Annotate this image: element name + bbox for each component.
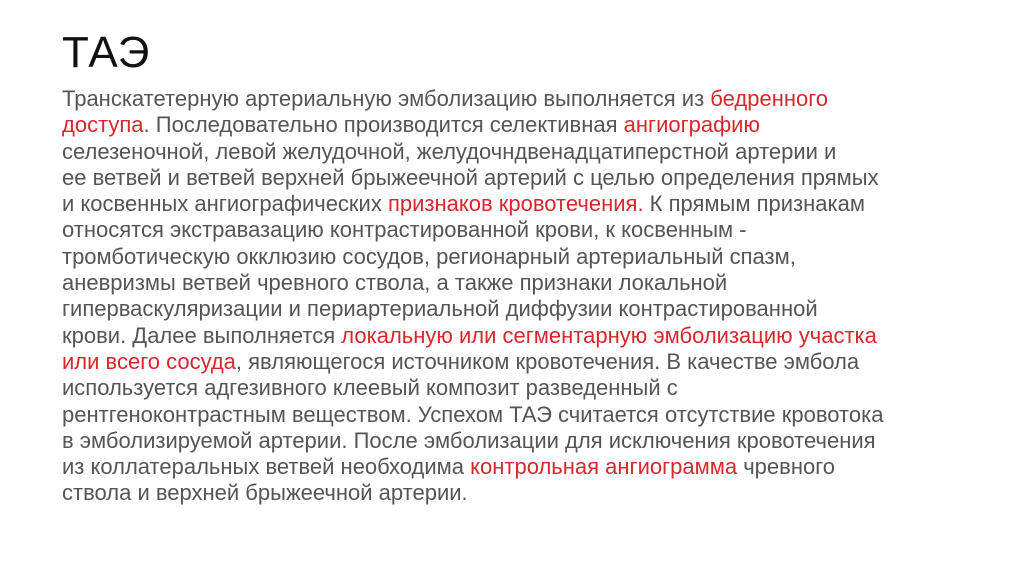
- body-line: [62, 480, 942, 506]
- body-text-segment: чревного: [737, 454, 835, 480]
- body-line: [62, 86, 942, 112]
- body-line: [62, 454, 942, 480]
- highlighted-text: контрольная ангиограмма: [470, 454, 738, 480]
- highlighted-text: бедренного: [710, 86, 829, 111]
- body-line: [62, 270, 942, 296]
- body-text-segment: в эмболизируемой артерии. После эмболизации для исключения кровотечения: [62, 427, 876, 453]
- body-line: [62, 402, 942, 428]
- body-text-segment: гиперваскуляризации и периартериальной диффузии контрастированной: [62, 296, 818, 322]
- body-line: [62, 375, 942, 401]
- body-text-segment: селезеночной, левой желудочной, желудочндвенадцатиперстной артерии и: [62, 138, 837, 164]
- highlighted-text: доступа: [62, 112, 144, 138]
- highlighted-text: признаков кровотечения.: [387, 191, 644, 217]
- body-line: [62, 296, 942, 322]
- body-line: [62, 244, 942, 270]
- body-text-segment: ее ветвей и ветвей верхней брыжеечной артерий с целью определения прямых: [62, 164, 879, 190]
- body-line: [62, 217, 942, 243]
- body-text-segment: относятся экстравазацию контрастированной крови, к косвенным -: [62, 217, 747, 243]
- body-text-segment: аневризмы ветвей чревного ствола, а также признаки локальной: [62, 270, 728, 296]
- body-text-segment: рентгеноконтрастным веществом. Успехом ТАЭ считается отсутствие кровотока: [62, 401, 884, 427]
- body-text-segment: из коллатеральных ветвей необходима: [62, 454, 471, 480]
- body-line: [62, 139, 942, 165]
- body-text-segment: . Последовательно производится селективная: [143, 112, 624, 138]
- body-text-segment: тромботическую окклюзию сосудов, регионарный артериальный спазм,: [62, 243, 796, 269]
- body-text-segment: Транскатетерную артериальную эмболизацию выполняется из: [62, 86, 711, 111]
- body-text-segment: К прямым признакам: [643, 191, 865, 217]
- slide-body-text: [62, 86, 942, 507]
- body-line: [62, 191, 942, 217]
- highlighted-text: ангиографию: [623, 112, 760, 138]
- slide-title: ТАЭ: [62, 28, 151, 77]
- body-text-segment: крови. Далее выполняется: [62, 322, 342, 348]
- body-line: [62, 323, 942, 349]
- body-text-segment: используется адгезивного клеевый композит разведенный с: [62, 375, 678, 401]
- body-text-segment: ствола и верхней брыжеечной артерии.: [62, 480, 468, 506]
- body-text-segment: , являющегося источником кровотечения. В качестве эмбола: [235, 348, 860, 374]
- highlighted-text: локальную или сегментарную эмболизацию участка: [341, 322, 877, 348]
- highlighted-text: или всего сосуда: [62, 348, 236, 374]
- body-line: [62, 112, 942, 138]
- body-line: [62, 165, 942, 191]
- body-line: [62, 349, 942, 375]
- body-line: [62, 428, 942, 454]
- body-text-segment: и косвенных ангиографических: [62, 191, 388, 217]
